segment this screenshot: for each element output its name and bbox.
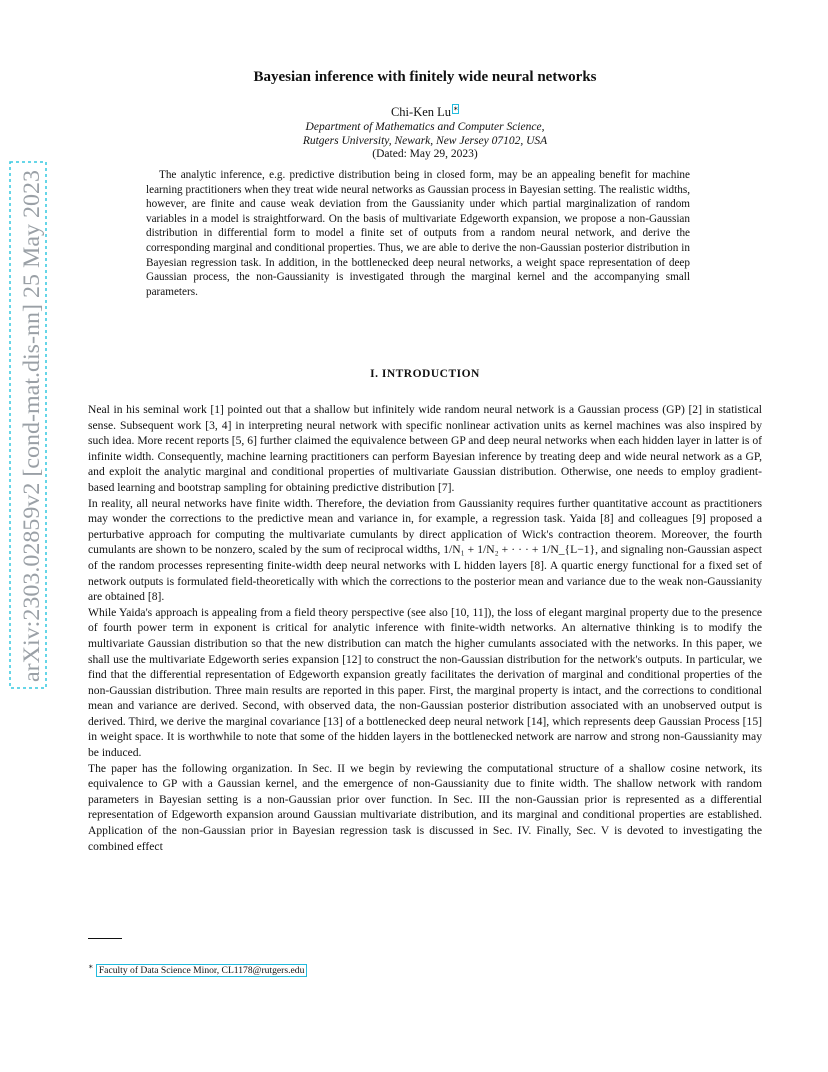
paragraph-2: In reality, all neural networks have finite width. Therefore, the deviation from Gaussianity requires further quantitative account as practitioners may wonder the corrections to the predictive mean and variance in, for example, a regression task. Yaida [8] and colleagues [9] proposed a perturbative approach for computing the multivariate cumulants by direct application of Wick's contraction theorem. Moreover, the fourth cumulants are shown to be nonzero, scaled by the sum of reciprocal widths, 1/N₁ + 1/N₂ + · · · + 1/N_{L−1}, and signaling non-Gaussian aspect of the random processes representing finite-width deep neural networks with L hidden layers [8]. A quartic energy functional for a fixed set of network outputs is formulated field-theoretically with which the corrections to the posterior mean and variance due to the weak non-Gaussianity are obtained [8]. xyxy=(88,496,762,604)
footnote-divider xyxy=(88,938,122,939)
arxiv-sidebar-stamp xyxy=(8,160,48,690)
introduction-body xyxy=(88,402,762,854)
paper-title: Bayesian inference with finitely wide neural networks xyxy=(253,69,597,85)
author-line xyxy=(88,104,762,120)
paper-date: (Dated: May 29, 2023) xyxy=(372,148,478,160)
footnote-email-link[interactable]: Faculty of Data Science Minor, CL1178@rutgers.edu xyxy=(96,964,308,977)
paragraph-1: Neal in his seminal work [1] pointed out that a shallow but infinitely wide random neural network is a Gaussian process (GP) [2] in statistical sense. Subsequent work [3, 4] in interpreting neural network with specific nonlinear activation units as kernel machines was also inspired by such idea. More recent reports [5, 6] further claimed the equivalence between GP and deep neural networks when each hidden layer in latter is of infinite width. Consequently, machine learning practitioners can perform Bayesian inference by treating deep and wide neural network as a GP, and exploit the analytic marginal and conditional properties of multivariate Gaussian distribution. Otherwise, one needs to employ gradient-based learning and bootstrap sampling for obtaining predictive distribution [7]. xyxy=(88,403,762,494)
affiliation-line-2: Rutgers University, Newark, New Jersey 07102, USA xyxy=(302,135,548,147)
footnote xyxy=(88,962,307,976)
author-footnote-link[interactable]: ∗ xyxy=(453,104,459,113)
author-name: Chi-Ken Lu xyxy=(390,105,452,119)
affiliation-line-1: Department of Mathematics and Computer Science, xyxy=(305,121,545,133)
arxiv-identifier: arXiv:2303.02859v2 [cond-mat.dis-nn] 25 May 2023 xyxy=(19,191,44,682)
paragraph-3: While Yaida's approach is appealing from a field theory perspective (see also [10, 11]), the loss of elegant marginal property due to the presence of fourth power term in exponent is critical for analytic inference with finite-width networks. An alternative thinking is to modify the multivariate Gaussian distribution so that the new distribution can match the higher cumulants associated with the networks. In this paper, we shall use the multivariate Edgeworth series expansion [12] to construct the non-Gaussian distribution for the network's outputs. In particular, we find that the differential representation of Edgeworth expansion greatly facilitates the derivation of marginal and conditional properties of the non-Gaussian distribution. Three main results are reported in this paper. First, the marginal property is intact, and the corrections to conditional mean and variance are derived. Second, with observed data, the non-Gaussian posterior distribution associated with an unobserved output is derived. Third, we derive the marginal covariance [13] of a bottlenecked deep neural network [14], which represents deep Gaussian Process [15] in weight space. It is worthwhile to note that some of the hidden layers in the bottlenecked network are narrow and strong non-Gaussianity may be induced. xyxy=(88,605,762,760)
abstract: The analytic inference, e.g. predictive distribution being in closed form, may be an appealing benefit for machine learning practitioners when they treat wide neural networks as Gaussian process in Bayesian setting. The realistic widths, however, are finite and cause weak deviation from the Gaussianity under which partial marginalization of random variables in a model is straightforward. On the basis of multivariate Edgeworth expansion, we propose a non-Gaussian distribution in differential form to model a finite set of outputs from a random neural network, and derive the corresponding marginal and conditional properties. Thus, we are able to derive the non-Gaussian posterior distribution in Bayesian regression task. In addition, in the bottlenecked deep neural networks, a weight space representation of deep Gaussian process, the non-Gaussianity is investigated through the marginal kernel and the accompanying small parameters. xyxy=(146,169,690,298)
section-heading-introduction: I. INTRODUCTION xyxy=(370,368,480,380)
footnote-mark: ∗ xyxy=(88,962,94,971)
paragraph-4: The paper has the following organization. In Sec. II we begin by reviewing the computational structure of a shallow cosine network, its equivalence to GP with a Gaussian kernel, and the emergence of non-Gaussianity due to finite width. The shallow network with random parameters in Bayesian setting is a non-Gaussian prior over function. In Sec. III the non-Gaussian prior is represented as a differential representation of Edgeworth expansion around Gaussian multivariate distribution, and its marginal and conditional properties are established. Application of the non-Gaussian prior in Bayesian regression task is discussed in Sec. IV. Finally, Sec. V is devoted to investigating the combined effect xyxy=(88,761,762,853)
